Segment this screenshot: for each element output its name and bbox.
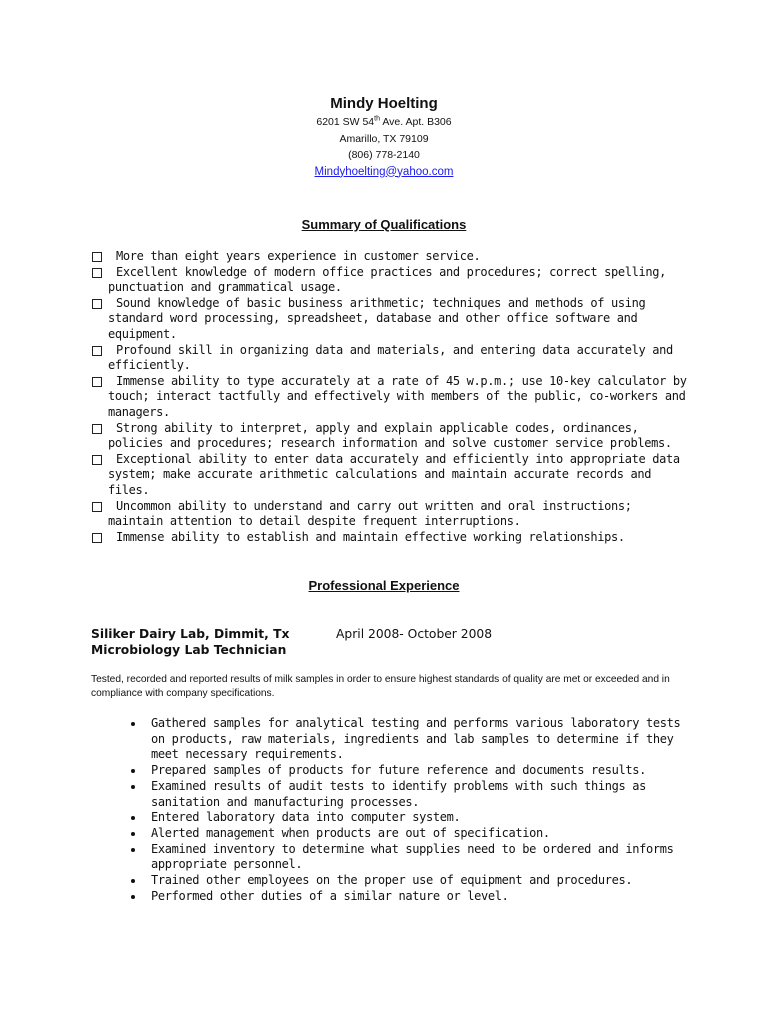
checkbox-bullet-icon [92,346,102,356]
bullet-icon [131,769,135,773]
qualification-text: Excellent knowledge of modern office practices and procedures; correct spelling, punctuation and grammatical usage. [108,264,666,295]
duty-item [130,842,690,873]
qualification-text: Exceptional ability to enter data accurately and efficiently into appropriate data system; make accurate arithmetic calculations and maintain accurate records and files. [108,451,680,497]
qualification-item [92,374,692,421]
experience-heading-text: Professional Experience [308,578,460,593]
duty-item [130,810,690,826]
bullet-icon [131,785,135,789]
duty-item [130,889,690,905]
qualification-text: Sound knowledge of basic business arithmetic; techniques and methods of using standard word processing, spreadsheet, database and other office software and equipment. [108,295,646,341]
bullet-icon [131,816,135,820]
duty-text: Examined inventory to determine what supplies need to be ordered and informs appropriate personnel. [151,841,674,872]
qualification-item [92,296,692,343]
resume-header [0,94,768,181]
bullet-icon [131,848,135,852]
duty-text: Performed other duties of a similar nature or level. [151,888,509,903]
checkbox-bullet-icon [92,533,102,543]
address-line-2: Amarillo, TX 79109 [339,132,429,145]
duty-item [130,779,690,810]
checkbox-bullet-icon [92,252,102,262]
qualification-item [92,265,692,296]
duty-item [130,873,690,889]
bullet-icon [131,722,135,726]
bullet-icon [131,832,135,836]
qualifications-list [92,249,692,545]
qualifications-heading-text: Summary of Qualifications [301,217,467,232]
qualification-text: Strong ability to interpret, apply and explain applicable codes, ordinances, policies and procedures; research information and solve customer service problems. [108,420,672,451]
qualification-text: Immense ability to type accurately at a rate of 45 w.p.m.; use 10-key calculator by touch; interact tactfully and effectively with members of the public, co-workers and managers. [108,373,687,419]
checkbox-bullet-icon [92,424,102,434]
qualification-text: Profound skill in organizing data and materials, and entering data accurately and efficiently. [108,342,673,373]
qualification-item [92,343,692,374]
bullet-icon [131,895,135,899]
applicant-name: Mindy Hoelting [330,95,438,112]
qualification-item [92,421,692,452]
duty-text: Prepared samples of products for future reference and documents results. [151,763,646,778]
qualification-text: Immense ability to establish and maintain effective working relationships. [116,529,625,544]
checkbox-bullet-icon [92,502,102,512]
duty-text: Trained other employees on the proper use of equipment and procedures. [151,873,633,888]
duty-text: Gathered samples for analytical testing and performs various laboratory tests on products, raw materials, ingredients and lab samples to determine if they meet necessary requirements. [151,716,681,762]
qualification-item [92,249,692,265]
job-employer: Siliker Dairy Lab, Dimmit, Tx [91,627,290,641]
checkbox-bullet-icon [92,455,102,465]
address-line-1 [0,114,768,131]
checkbox-bullet-icon [92,299,102,309]
qualification-text: More than eight years experience in customer service. [116,249,481,263]
ordinal-suffix: th [374,115,380,123]
duty-text: Entered laboratory data into computer system. [151,810,461,825]
duty-item [130,716,690,763]
job-position: Microbiology Lab Technician [91,643,287,657]
job-employer-block [91,626,289,658]
address-street-number: 6201 SW 54 [316,116,375,128]
qualification-text: Uncommon ability to understand and carry out written and oral instructions; maintain attention to detail despite frequent interruptions. [108,498,632,529]
address-street-rest: Ave. Apt. B306 [380,116,452,128]
qualifications-heading [0,217,768,232]
job-dates: April 2008- October 2008 [336,627,493,641]
email-link[interactable]: Mindyhoelting@yahoo.com [314,165,454,178]
qualification-item [92,530,692,546]
job-description: Tested, recorded and reported results of milk samples in order to ensure highest standards of quality are met or exceeded and in compliance with company specifications. [91,674,670,699]
checkbox-bullet-icon [92,377,102,387]
checkbox-bullet-icon [92,268,102,278]
bullet-icon [131,879,135,883]
qualification-item [92,452,692,499]
duty-text: Alerted management when products are out of specification. [151,825,550,840]
duty-item [130,763,690,779]
experience-heading [0,578,768,593]
duty-text: Examined results of audit tests to identify problems with such things as sanitation and manufacturing processes. [151,778,646,809]
qualification-item [92,499,692,530]
job-duties-list [130,716,690,904]
duty-item [130,826,690,842]
phone-number: (806) 778-2140 [348,149,420,161]
